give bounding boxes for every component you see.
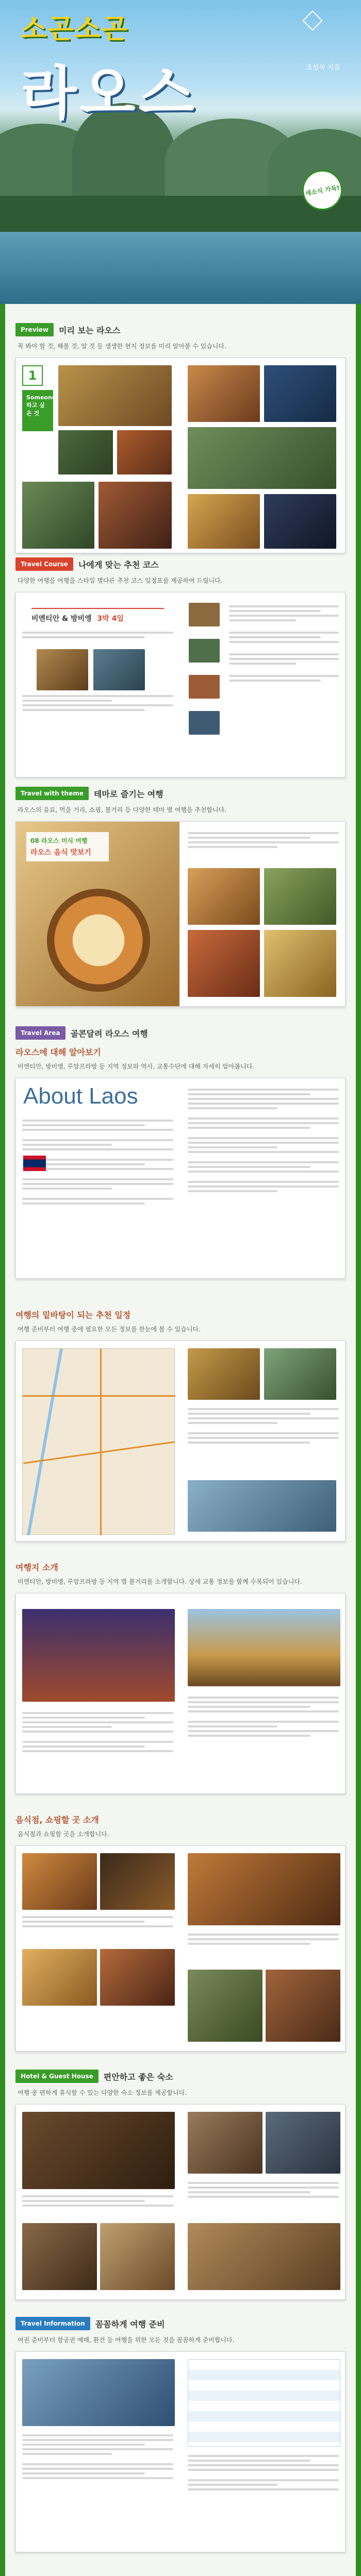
photo	[93, 649, 145, 690]
hotel-title: 편안하고 좋은 숙소	[103, 2072, 173, 2082]
preview-spread	[15, 358, 346, 553]
preview-title: 미리 보는 라오스	[59, 325, 121, 335]
photo	[22, 1853, 97, 1910]
new-info-sticker: 새소식 가득!	[299, 167, 346, 213]
shop-sub: 음식점, 쇼핑할 곳 소개	[15, 1815, 99, 1825]
photo	[22, 2223, 97, 2290]
map-sub: 여행의 밑바탕이 되는 추천 일정	[15, 1310, 131, 1320]
photo	[188, 1970, 262, 2042]
theme-card-sub: 라오스 음식 맛보기	[30, 849, 91, 857]
info-title: 꼼꼼하게 여행 준비	[95, 2319, 165, 2329]
road	[23, 1395, 175, 1397]
photo	[58, 365, 172, 426]
info-desc: 여권 준비부터 항공권 예매, 환전 등 여행을 위한 모든 것을 꼼꼼하게 준비합니다.	[18, 2336, 235, 2344]
photo	[22, 482, 94, 549]
photo	[188, 930, 260, 997]
intro-spread	[15, 1593, 346, 1794]
photo	[58, 430, 113, 474]
hotel-section	[15, 2069, 346, 2300]
photo	[188, 2223, 340, 2290]
photo	[22, 2112, 175, 2189]
photo	[264, 365, 336, 422]
map-desc: 여행 준비부터 여행 중에 필요한 모든 정보를 한눈에 볼 수 있습니다.	[18, 1326, 201, 1333]
hotel-spread	[15, 2104, 346, 2300]
photo	[100, 2223, 175, 2290]
photo	[189, 639, 220, 663]
photo	[99, 482, 172, 549]
area-title: 골콘달려 라오스 여행	[70, 1028, 148, 1039]
info-table	[188, 2359, 340, 2447]
course-spread	[15, 592, 346, 777]
series-title: 소곤소곤	[21, 14, 128, 45]
area-sub: 라오스에 대해 알아보기	[15, 1047, 101, 1057]
info-tag: Travel Information	[15, 2317, 90, 2330]
preview-section	[15, 322, 346, 553]
photo	[189, 603, 220, 626]
photo	[188, 1480, 336, 1532]
area-desc: 비엔티안, 방비엥, 루앙프라방 등 지역 정보와 역사, 교통수단에 대해 자세히 알아봅니다.	[18, 1063, 255, 1070]
photo	[189, 675, 220, 699]
river	[0, 232, 361, 304]
photo	[100, 1949, 175, 2006]
photo	[264, 868, 336, 925]
course-section	[15, 556, 346, 777]
book-cover	[0, 0, 361, 304]
photo	[188, 868, 260, 925]
hotel-desc: 여행 중 편하게 휴식할 수 있는 다양한 숙소 정보를 제공합니다.	[18, 2089, 187, 2096]
road	[100, 1349, 102, 1535]
kite-icon	[302, 10, 323, 31]
photo	[37, 649, 88, 690]
theme-section	[15, 786, 346, 1007]
intro-desc: 비엔티안, 방비엥, 루앙프라방 등 지역 별 볼거리를 소개합니다. 상세 교통 정보를 함께 수록되어 있습니다.	[18, 1578, 302, 1585]
intro-section	[15, 1561, 346, 1794]
city-map	[22, 1348, 175, 1535]
map-section	[15, 1309, 346, 1541]
river	[27, 1349, 63, 1535]
photo	[188, 365, 260, 422]
photo	[22, 1609, 175, 1702]
theme-desc: 라오스의 음료, 먹을 거리, 쇼핑, 볼거리 등 다양한 테마 별 여행을 추천합니다.	[18, 806, 226, 814]
photo	[264, 494, 336, 549]
photo	[188, 1348, 260, 1400]
theme-tag: Travel with theme	[15, 787, 89, 800]
photo	[266, 1970, 340, 2042]
photo	[188, 427, 336, 489]
intro-sub: 여행지 소개	[15, 1563, 58, 1572]
photo	[22, 2359, 175, 2426]
book-title: 라오스	[21, 60, 198, 127]
photo	[266, 2112, 340, 2174]
photo	[188, 494, 260, 549]
theme-spread	[15, 821, 346, 1007]
theme-card-label: 08 라오스 미식 여행	[30, 837, 88, 844]
photo	[22, 1949, 97, 2006]
photo	[189, 711, 220, 735]
photo	[188, 2112, 262, 2174]
course-title: 나에게 맞는 추천 코스	[78, 560, 159, 570]
shop-spread	[15, 1845, 346, 2052]
plan-destination: 비엔티안 & 방비엥	[31, 615, 92, 623]
preview-number: 1	[22, 365, 43, 386]
shop-section	[15, 1814, 346, 2052]
laos-flag-icon	[23, 1156, 46, 1171]
theme-title: 테마로 즐기는 여행	[93, 789, 163, 799]
preview-tag: Preview	[15, 323, 54, 336]
author-name: 조성목 지음	[306, 64, 340, 72]
area-tag: Travel Area	[15, 1026, 65, 1040]
photo	[264, 1348, 336, 1400]
photo	[188, 1609, 340, 1686]
photo	[117, 430, 172, 474]
info-section	[15, 2316, 346, 2552]
road	[23, 1441, 175, 1464]
plan-days: 3박 4일	[97, 615, 124, 623]
photo	[188, 1853, 340, 1925]
food-plate	[47, 889, 150, 992]
about-laos-heading: About Laos	[23, 1083, 138, 1109]
course-desc: 다양한 여행을 여행을 스타일 별다른 추천 코스 일정표를 제공하여 드립니다.	[18, 577, 223, 584]
info-spread	[15, 2351, 346, 2552]
course-tag: Travel Course	[15, 557, 73, 571]
area-section	[15, 1025, 346, 1279]
photo	[100, 1853, 175, 1910]
hotel-tag: Hotel & Guest House	[15, 2070, 99, 2083]
map-spread	[15, 1341, 346, 1541]
shop-desc: 음식점과 쇼핑할 곳을 소개합니다.	[18, 1831, 109, 1838]
preview-desc: 꼭 봐야 할 것, 해볼 것, 알 것 등 생생한 현지 정보를 미리 알아볼 수 있습니다.	[18, 343, 226, 350]
preview-box: Someone 하고 싶은 것	[22, 390, 53, 431]
photo	[264, 930, 336, 997]
about-spread	[15, 1078, 346, 1279]
